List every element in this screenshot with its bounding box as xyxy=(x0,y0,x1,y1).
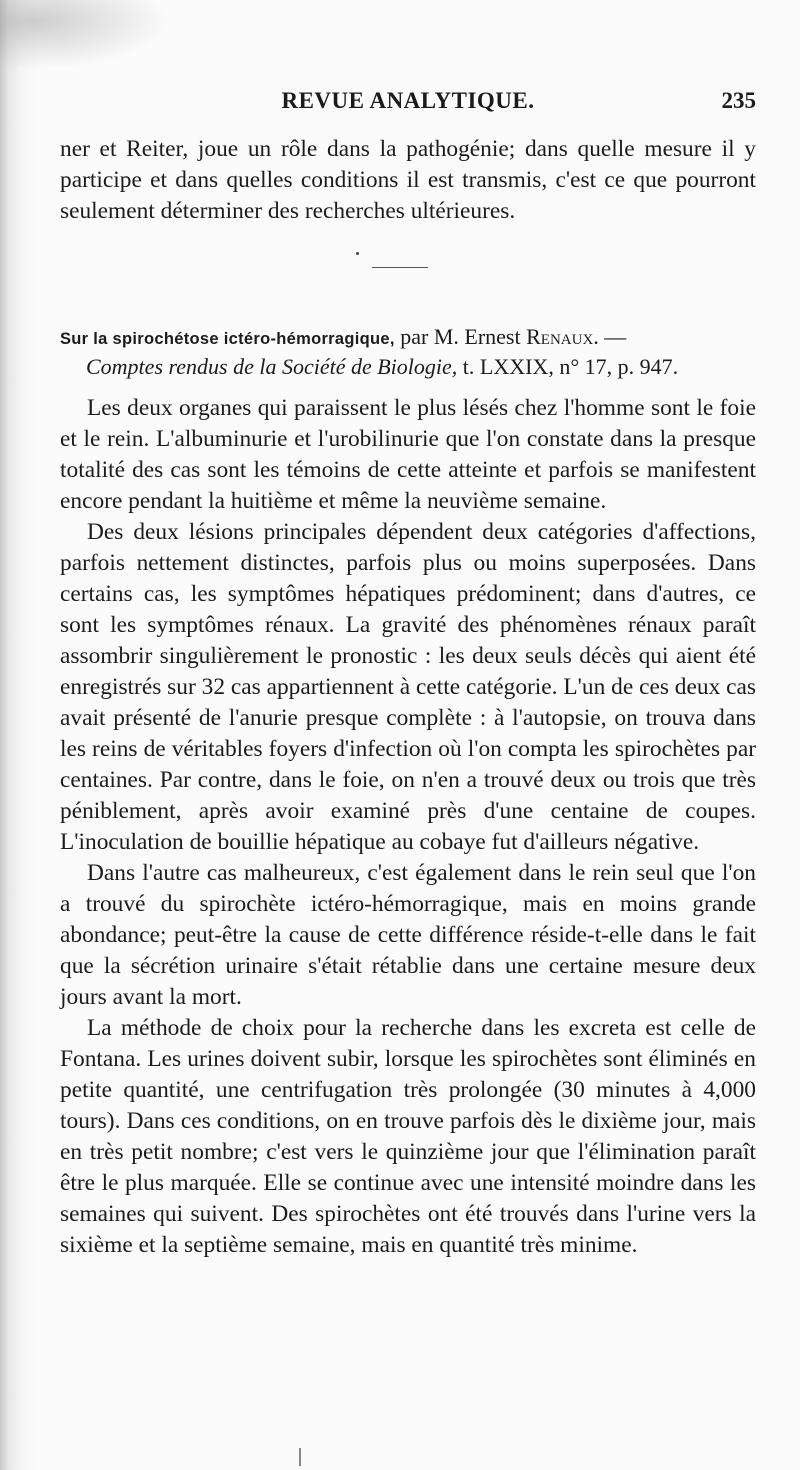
carry-over-paragraph xyxy=(60,134,756,227)
scan-scuff-mark xyxy=(0,0,170,70)
article-body xyxy=(60,393,756,1261)
body-paragraph: La méthode de choix pour la recherche dans les excreta est celle de Fontana. Les urines doivent subir, lorsque les spirochètes sont éliminés en petite quantité, une centrifugation très prolongée (30 minutes à 4,000 tours). Dans ces conditions, on en trouve parfois dès le dixième jour, mais en très petit nombre; c'est vers le quinzième jour que l'élimination paraît être le plus marquée. Elle se continue avec une intensité moindre dans les semaines qui suivent. Des spirochètes ont été trouvés dans l'urine vers la sixième et la septième semaine, mais en quantité très minime. xyxy=(60,1015,756,1258)
body-paragraph: Des deux lésions principales dépendent deux catégories d'affections, parfois nettement distinctes, parfois plus ou moins superposées. Dans certains cas, les symptômes hépatiques prédominent; dans d'autres, ce sont les symptômes rénaux. La gravité des phénomènes rénaux paraît assombrir singulièrement le pronostic : les deux seuls décès qui aient été enregistrés sur 32 cas appartiennent à cette catégorie. L'un de ces deux cas avait présenté de l'anurie presque complète : à l'autopsie, on trouva dans les reins de véritables foyers d'infection où l'on compta les spirochètes par centaines. Par contre, dans le foie, on n'en a trouvé deux ou trois que très péniblement, après avoir examiné près d'une centaine de coupes. L'inoculation de bouillie hépatique au cobaye fut d'ailleurs négative. xyxy=(60,519,756,855)
scan-edge-mark xyxy=(299,1448,301,1466)
running-title: REVUE ANALYTIQUE. xyxy=(281,88,535,113)
article-reference xyxy=(60,323,756,381)
reference-heading-line xyxy=(60,323,756,353)
carry-over-text: ner et Reiter, joue un rôle dans la pathogénie; dans quelle mesure il y participe et dans quelles conditions il est transmis, c'est ce que pourront seulement déterminer des recherches ultérieures. xyxy=(60,136,756,224)
page-number: 235 xyxy=(721,88,756,113)
reference-source-line xyxy=(60,353,756,381)
section-divider xyxy=(372,267,428,268)
ink-dot xyxy=(356,252,359,255)
reference-dash: — xyxy=(604,324,627,349)
reference-journal: Comptes rendus de la Société de Biologie, xyxy=(86,354,458,379)
reference-by: par M. Ernest xyxy=(400,324,521,349)
reference-author: Renaux. xyxy=(526,324,599,349)
body-paragraph: Les deux organes qui paraissent le plus lésés chez l'homme sont le foie et le rein. L'albuminurie et l'urobilinurie que l'on constate dans la presque totalité des cas sont les témoins de cette atteinte et parfois se manifestent encore pendant la huitième et même la neuvième semaine. xyxy=(60,395,756,514)
reference-title: Sur la spirochétose ictéro-hémorragique, xyxy=(60,330,395,348)
body-paragraph: Dans l'autre cas malheureux, c'est également dans le rein seul que l'on a trouvé du spirochète ictéro-hémorragique, mais en moins grande abondance; peut-être la cause de cette différence réside-t-elle dans le fait que la sécrétion urinaire s'était rétablie dans une certaine mesure deux jours avant la mort. xyxy=(60,860,756,1010)
page-header xyxy=(60,88,756,118)
reference-details: t. LXXIX, n° 17, p. 947. xyxy=(462,354,679,379)
